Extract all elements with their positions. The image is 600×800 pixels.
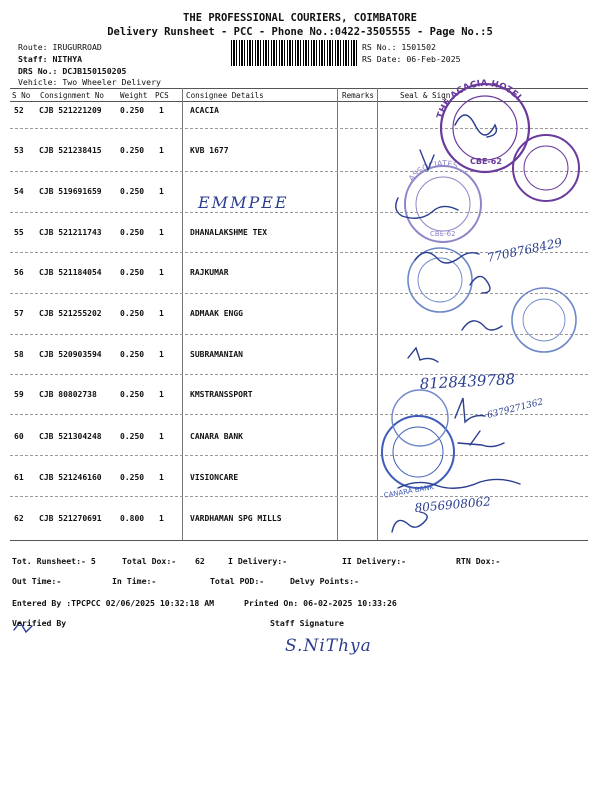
row-sno: 56 bbox=[14, 268, 24, 277]
row-weight: 0.250 bbox=[120, 350, 145, 359]
row-pcs: 1 bbox=[159, 146, 164, 155]
row-pcs: 1 bbox=[159, 473, 164, 482]
col-consignment: Consignment No bbox=[40, 91, 105, 100]
row-consignment: CJB 521211743 bbox=[39, 228, 102, 237]
i-delivery: I Delivery:- bbox=[228, 556, 288, 566]
blue-stamp-b bbox=[512, 288, 576, 352]
row-pcs: 1 bbox=[159, 187, 164, 196]
ii-delivery: II Delivery:- bbox=[342, 556, 407, 566]
row-weight: 0.250 bbox=[120, 432, 145, 441]
acacia-stamp-text: THE ACACIA HOTEL bbox=[435, 78, 525, 121]
row-consignment: CJB 520903594 bbox=[39, 350, 102, 359]
printed-on: Printed On: 06-02-2025 10:33:26 bbox=[244, 598, 397, 608]
col-sno: S No bbox=[12, 91, 31, 100]
handwritten-consignee: EMMPEE bbox=[198, 193, 289, 212]
signature-62 bbox=[392, 512, 427, 532]
row-pcs: 1 bbox=[159, 228, 164, 237]
vehicle-label: Vehicle: Two Wheeler Delivery bbox=[18, 77, 161, 87]
total-dox-label: Total Dox:- bbox=[122, 556, 177, 566]
col-remarks: Remarks bbox=[342, 91, 375, 100]
runsheet-subtitle: Delivery Runsheet - PCC - Phone No.:0422-3505555 - Page No.:5 bbox=[107, 26, 493, 38]
row-sno: 55 bbox=[14, 228, 24, 237]
row-pcs: 1 bbox=[159, 309, 164, 318]
row-sno: 53 bbox=[14, 146, 24, 155]
row-consignee: RAJKUMAR bbox=[190, 268, 229, 277]
row-weight: 0.250 bbox=[120, 268, 145, 277]
svg-text:THE ACACIA HOTEL bbox=[436, 79, 525, 120]
row-pcs: 1 bbox=[159, 106, 164, 115]
row-weight: 0.250 bbox=[120, 390, 145, 399]
row-consignee: KVB 1677 bbox=[190, 146, 229, 155]
entered-by: Entered By :TPCPCC 02/06/2025 10:32:18 AM bbox=[12, 598, 215, 608]
rs-number: RS No.: 1501502 bbox=[362, 42, 436, 52]
canara-stamp-text: CANARA BANK bbox=[383, 483, 435, 500]
row-weight: 0.250 bbox=[120, 106, 145, 115]
row-pcs: 1 bbox=[159, 350, 164, 359]
handwritten-phone-1: 7708768429 bbox=[485, 235, 564, 265]
associates-stamp-text: ASSOCIATES bbox=[406, 158, 459, 183]
total-dox-value: 62 bbox=[195, 556, 205, 566]
row-sno: 58 bbox=[14, 350, 24, 359]
staff-signature: S.NiThya bbox=[285, 636, 372, 656]
associates-stamp bbox=[405, 159, 481, 242]
total-pod: Total POD:- bbox=[210, 576, 265, 586]
row-consignment: CJB 521221209 bbox=[39, 106, 102, 115]
row-consignee: KMSTRANSSPORT bbox=[190, 390, 253, 399]
signature-52 bbox=[455, 115, 496, 137]
col-weight: Weight bbox=[120, 91, 148, 100]
row-consignment: CJB 521238415 bbox=[39, 146, 102, 155]
signature-56 bbox=[470, 276, 490, 293]
row-consignment: CJB 521246160 bbox=[39, 473, 102, 482]
row-weight: 0.250 bbox=[120, 473, 145, 482]
blue-stamp-c bbox=[392, 390, 448, 446]
row-weight: 0.250 bbox=[120, 309, 145, 318]
row-weight: 0.800 bbox=[120, 514, 145, 523]
row-consignment: CJB 521255202 bbox=[39, 309, 102, 318]
row-pcs: 1 bbox=[159, 432, 164, 441]
row-consignee: SUBRAMANIAN bbox=[190, 350, 243, 359]
signature-57 bbox=[462, 321, 502, 330]
out-time: Out Time:- bbox=[12, 576, 62, 586]
signature-59 bbox=[455, 398, 485, 422]
signature-55 bbox=[415, 252, 479, 263]
row-consignee: VISIONCARE bbox=[190, 473, 239, 482]
row-consignee: CANARA BANK bbox=[190, 432, 243, 441]
route-label: Route: IRUGURROAD bbox=[18, 42, 102, 52]
rs-date: RS Date: 06-Feb-2025 bbox=[362, 54, 461, 64]
total-runsheet: Tot. Runsheet:- 5 bbox=[12, 556, 96, 566]
col-pcs: PCS bbox=[155, 91, 169, 100]
row-consignment: CJB 519691659 bbox=[39, 187, 102, 196]
col-seal-sign: Seal & Sign bbox=[400, 91, 451, 100]
staff-label: Staff: NITHYA bbox=[18, 54, 83, 64]
row-pcs: 1 bbox=[159, 514, 164, 523]
row-weight: 0.250 bbox=[120, 146, 145, 155]
row-sno: 59 bbox=[14, 390, 24, 399]
rtn-dox: RTN Dox:- bbox=[456, 556, 501, 566]
row-consignment: CJB 521304248 bbox=[39, 432, 102, 441]
company-title: THE PROFESSIONAL COURIERS, COIMBATORE bbox=[183, 12, 417, 24]
row-sno: 61 bbox=[14, 473, 24, 482]
row-sno: 57 bbox=[14, 309, 24, 318]
row-consignment: CJB 521270691 bbox=[39, 514, 102, 523]
row-consignee: ACACIA bbox=[190, 106, 219, 115]
handwritten-phone-2: 8128439788 bbox=[419, 370, 516, 393]
delivery-points: Delvy Points:- bbox=[290, 576, 360, 586]
in-time: In Time:- bbox=[112, 576, 157, 586]
row-consignment: CJB 521184054 bbox=[39, 268, 102, 277]
staff-signature-label: Staff Signature bbox=[270, 618, 344, 628]
row-consignee: DHANALAKSHME TEX bbox=[190, 228, 268, 237]
signature-58 bbox=[408, 348, 438, 362]
associates-stamp-code: CBE-62 bbox=[430, 230, 456, 238]
purple-stamp bbox=[513, 135, 579, 201]
row-sno: 60 bbox=[14, 432, 24, 441]
col-consignee: Consignee Details bbox=[186, 91, 264, 100]
handwritten-phone-3: 6379271362 bbox=[486, 397, 545, 421]
row-consignment: CJB 80802738 bbox=[39, 390, 97, 399]
drs-number: DRS No.: DCJB150150205 bbox=[18, 66, 127, 76]
row-weight: 0.250 bbox=[120, 228, 145, 237]
row-weight: 0.250 bbox=[120, 187, 145, 196]
acacia-stamp-code: CBE-62 bbox=[470, 157, 502, 166]
row-sno: 52 bbox=[14, 106, 24, 115]
verified-by: Verified By bbox=[12, 618, 67, 628]
signature-60 bbox=[458, 431, 504, 447]
handwritten-phone-4: 8056908062 bbox=[414, 494, 492, 515]
row-sno: 62 bbox=[14, 514, 24, 523]
row-pcs: 1 bbox=[159, 390, 164, 399]
row-pcs: 1 bbox=[159, 268, 164, 277]
row-consignee: VARDHAMAN SPG MILLS bbox=[190, 514, 282, 523]
row-consignee: ADMAAK ENGG bbox=[190, 309, 243, 318]
row-sno: 54 bbox=[14, 187, 24, 196]
